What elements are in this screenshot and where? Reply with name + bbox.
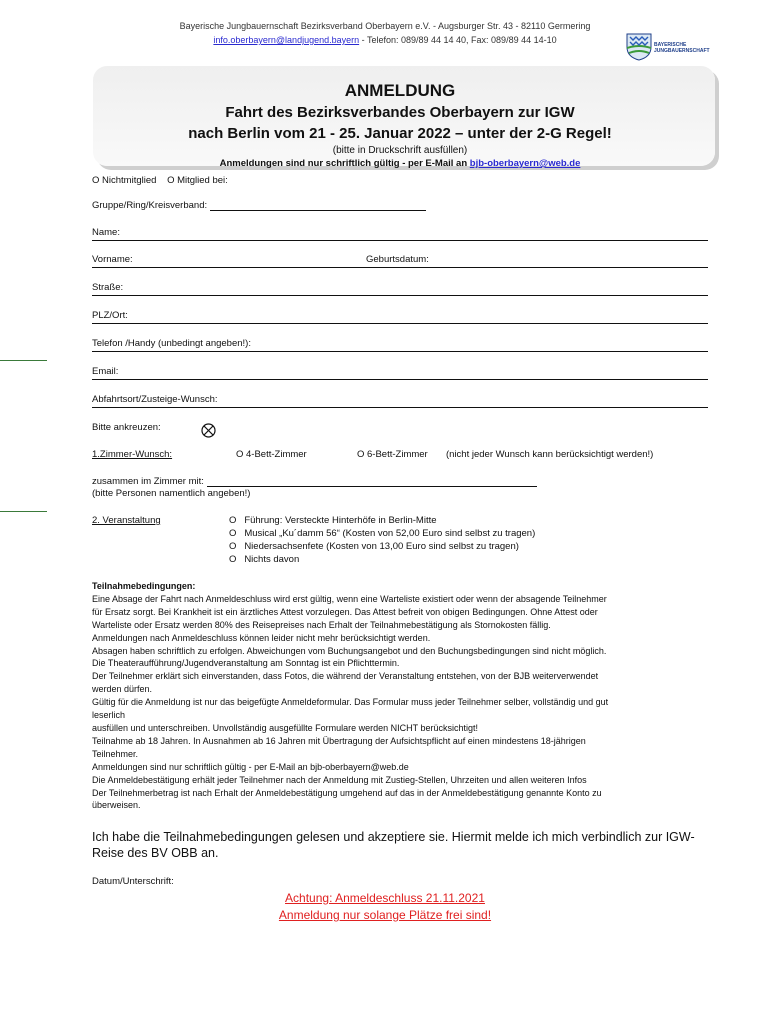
terms-line: Der Teilnehmer erklärt sich einverstanden, dass Fotos, die während der Veranstaltung entstehen, von der BJB weiterverwendet (92, 671, 599, 682)
tick-instruction: Bitte ankreuzen: (92, 422, 161, 433)
roommate-input[interactable] (207, 486, 537, 487)
group-input[interactable] (210, 210, 426, 211)
roommate-hint: (bitte Personen namentlich angeben!) (92, 488, 251, 499)
logo-wordmark: BAYERISCHE JUNGBAUERNSCHAFT (654, 42, 710, 54)
margin-punch-mark (0, 511, 47, 512)
terms-line: werden dürfen. (92, 684, 153, 695)
terms-line: ausfüllen und unterschreiben. Unvollständig ausgefüllte Formulare werden NICHT berücksichtigt! (92, 722, 479, 733)
acknowledgement-text: Ich habe die Teilnahmebedingungen gelesen und akzeptiere sie. Hiermit melde ich mich verbindlich zur IGW-Reise des BV OBB an. (92, 830, 695, 860)
organization-logo (624, 31, 716, 61)
letterhead-address: Bayerische Jungbauernschaft Bezirksverband Oberbayern e.V. - Augsburger Str. 43 - 82110 Germering (179, 21, 591, 31)
email-field[interactable] (92, 366, 708, 380)
terms-line: Eine Absage der Fahrt nach Anmeldeschluss wird erst gültig, wenn eine Warteliste existiert oder wenn der absagende Teilnehmer (92, 593, 607, 604)
roommate-label: zusammen im Zimmer mit: (92, 476, 204, 487)
terms-title: Teilnahmebedingungen: (92, 581, 196, 591)
terms-line: Teilnehmer. (92, 748, 139, 759)
city-field[interactable] (92, 310, 708, 324)
page-title: ANMELDUNG (344, 81, 456, 100)
terms-line: Warteliste oder Ersatz werden 80% des Reisepreises nach Erhalt der Teilnahmebestätigung als Stornokosten fällig. (92, 619, 551, 630)
member-option[interactable]: O Mitglied bei: (167, 175, 228, 186)
terms-line: Der Teilnehmerbetrag ist nach Erhalt der Anmeldebestätigung umgehend auf das in der Anmeldebestätigung genannte Konto zu (92, 787, 602, 798)
phone-label: Telefon /Handy (unbedingt angeben!): (92, 338, 251, 349)
event-label: 2. Veranstaltung (92, 515, 161, 526)
margin-fold-mark (0, 360, 47, 361)
deadline-warning-text: Achtung: Anmeldeschluss 21.11.2021 (285, 891, 485, 905)
room-option-6bed[interactable]: O 6-Bett-Zimmer (357, 449, 428, 460)
availability-warning-text: Anmeldung nur solange Plätze frei sind! (278, 908, 492, 922)
letterhead-phones: - Telefon: 089/89 44 14 40, Fax: 089/89 44 14-10 (359, 35, 557, 45)
terms-line: für Ersatz sorgt. Bei Krankheit ist ein ärztliches Attest vorzulegen. Das Attest befreit von obigen Bedingungen. Ohne Attest oder (92, 606, 598, 617)
email-label: Email: (92, 366, 119, 377)
phone-field[interactable] (92, 338, 708, 352)
street-field[interactable] (92, 282, 708, 296)
terms-line: überweisen. (92, 800, 141, 811)
terms-line: Gültig für die Anmeldung ist nur das beigefügte Anmeldeformular. Das Formular muss jeder Teilnehmer selber, vollständig und gut (92, 697, 609, 708)
room-wish-label: 1.Zimmer-Wunsch: (92, 449, 173, 460)
signature-field[interactable] (92, 876, 174, 887)
firstname-field[interactable] (92, 254, 708, 268)
departure-label: Abfahrtsort/Zusteige-Wunsch: (92, 394, 218, 405)
checkmark-cross-icon (201, 423, 216, 438)
room-wish-note: (nicht jeder Wunsch kann berücksichtigt werden!) (446, 449, 654, 460)
birthdate-label: Geburtsdatum: (366, 254, 429, 265)
letterhead-email-link[interactable]: info.oberbayern@landjugend.bayern (213, 35, 360, 45)
event-option-text: Niedersachsenfete (Kosten von 13,00 Euro sind selbst zu tragen) (244, 541, 519, 552)
terms-line: Die Theateraufführung/Jugendveranstaltung am Sonntag ist ein Pflichttermin. (92, 658, 400, 669)
crest-icon (624, 31, 654, 61)
trip-title: Fahrt des Bezirksverbandes Oberbayern zur IGW (225, 104, 575, 121)
event-option-text: Nichts davon (244, 554, 300, 565)
terms-section (92, 580, 704, 812)
terms-line: Anmeldungen nach Anmeldeschluss können leider nicht mehr berücksichtigt werden. (92, 632, 431, 643)
registration-email-link[interactable]: bjb-oberbayern@web.de (469, 158, 581, 169)
city-label: PLZ/Ort: (92, 310, 128, 321)
name-field[interactable] (92, 227, 708, 241)
signature-label: Datum/Unterschrift: (92, 876, 174, 887)
event-option[interactable]: O Nichts davon (229, 554, 300, 565)
membership-options (92, 175, 228, 186)
name-label: Name: (92, 227, 120, 238)
firstname-label: Vorname: (92, 254, 133, 265)
event-option-text: Musical „Ku´damm 56“ (Kosten von 52,00 Euro sind selbst zu tragen) (244, 528, 536, 539)
departure-field[interactable] (92, 394, 708, 408)
terms-line: leserlich (92, 710, 126, 721)
non-member-option[interactable]: O Nichtmitglied (92, 175, 157, 186)
group-field (92, 200, 426, 211)
trip-dates: nach Berlin vom 21 - 25. Januar 2022 – unter der 2-G Regel! (188, 125, 612, 142)
terms-line: Anmeldungen sind nur schriftlich gültig - per E-Mail an bjb-oberbayern@web.de (92, 761, 409, 772)
room-option-4bed[interactable]: O 4-Bett-Zimmer (236, 449, 307, 460)
event-option[interactable]: O Niedersachsenfete (Kosten von 13,00 Euro sind selbst zu tragen) (229, 541, 519, 552)
roommate-field (92, 476, 537, 487)
event-option-text: Führung: Versteckte Hinterhöfe in Berlin-Mitte (244, 515, 437, 526)
print-hint: (bitte in Druckschrift ausfüllen) (332, 145, 468, 156)
group-label: Gruppe/Ring/Kreisverband: (92, 200, 208, 211)
email-notice-text: Anmeldungen sind nur schriftlich gültig - per E-Mail an (219, 158, 470, 169)
terms-line: Teilnahme ab 18 Jahren. In Ausnahmen ab 16 Jahren mit Übertragung der Aufsichtspflicht auf einen mindestens 18-jährigen (92, 735, 586, 746)
event-option[interactable]: O Führung: Versteckte Hinterhöfe in Berlin-Mitte (229, 515, 437, 526)
event-option[interactable]: O Musical „Ku´damm 56“ (Kosten von 52,00 Euro sind selbst zu tragen) (229, 528, 536, 539)
deadline-warning (0, 891, 770, 905)
availability-warning (0, 908, 770, 922)
terms-line: Absagen haben schriftlich zu erfolgen. Abweichungen vom Buchungsangebot und den Buchungsbedingungen sind nicht möglich. (92, 645, 607, 656)
street-label: Straße: (92, 282, 124, 293)
email-notice (80, 158, 720, 169)
terms-line: Die Anmeldebestätigung erhält jeder Teilnehmer nach der Anmeldung mit Zustieg-Stellen, Uhrzeiten und allen weiteren Infos (92, 774, 587, 785)
